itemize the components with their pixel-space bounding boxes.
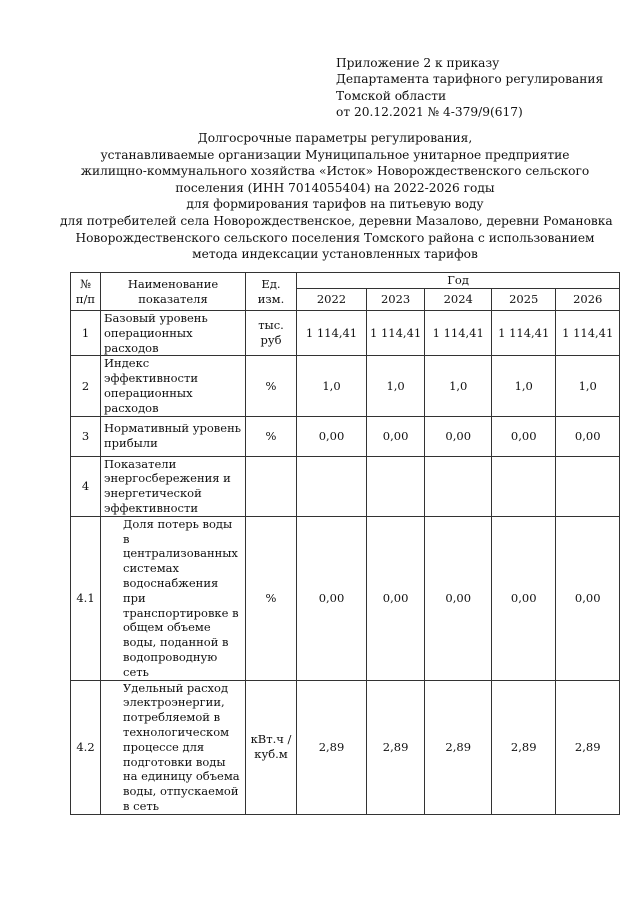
header-name: Наименование показателя [101,273,246,311]
title-line: для потребителей села Новорождественское, деревни Мазалово, деревни Романовка [60,213,613,228]
header-year: 2025 [492,289,556,311]
appendix-reference [336,55,603,121]
row-value: 0,00 [425,416,492,456]
appendix-line: Приложение 2 к приказу [336,56,500,70]
row-name: Показатели энергосбережения и энергетической эффективности [101,456,246,516]
table-row [71,356,620,416]
row-value: 1,0 [556,356,620,416]
appendix-line: Томской области [336,88,447,103]
row-value: 0,00 [556,516,620,680]
title-line: метода индексации установленных тарифов [192,247,478,262]
row-value: 1,0 [425,356,492,416]
row-value: 0,00 [425,516,492,680]
row-value [367,456,425,516]
row-value: 0,00 [367,516,425,680]
table-row [71,456,620,516]
header-num: № п/п [71,273,101,311]
title-line: Новорождественского сельского поселения Томского района с использованием [75,230,595,245]
row-value: 1 114,41 [556,311,620,356]
document-title [60,130,613,263]
header-year: 2024 [425,289,492,311]
row-name: Индекс эффективности операционных расходов [101,356,246,416]
row-num: 4 [71,456,101,516]
row-value [492,456,556,516]
row-value: 2,89 [492,680,556,814]
row-unit: % [246,516,297,680]
table-row [71,680,620,814]
header-unit: Ед. изм. [246,273,297,311]
row-num: 4.1 [71,516,101,680]
row-value: 1 114,41 [425,311,492,356]
row-value [556,456,620,516]
row-value: 2,89 [367,680,425,814]
row-value: 1,0 [367,356,425,416]
table-row [71,516,620,680]
row-num: 2 [71,356,101,416]
title-line: для формирования тарифов на питьевую воду [186,197,484,212]
row-unit: % [246,416,297,456]
row-name: Доля потерь воды в централизованных системах водоснабжения при транспортировке в общем объеме воды, поданной в водопроводную сеть [101,516,246,680]
row-unit: % [246,356,297,416]
row-name: Базовый уровень операционных расходов [101,311,246,356]
appendix-line: от 20.12.2021 № 4-379/9(617) [336,105,523,120]
row-value: 1 114,41 [367,311,425,356]
row-value: 1 114,41 [492,311,556,356]
appendix-line: Департамента тарифного регулирования [336,72,604,87]
row-unit [246,456,297,516]
header-year: 2022 [297,289,367,311]
row-value: 0,00 [556,416,620,456]
row-value: 0,00 [367,416,425,456]
table-row [71,311,620,356]
row-value: 2,89 [425,680,492,814]
row-name: Удельный расход электроэнергии, потребляемой в технологическом процессе для подготовки воды на единицу объема воды, отпускаемой в сеть [101,680,246,814]
row-value: 1 114,41 [297,311,367,356]
parameters-table [70,272,620,815]
row-value: 2,89 [556,680,620,814]
header-year: 2026 [556,289,620,311]
row-value [425,456,492,516]
title-line: Долгосрочные параметры регулирования, [197,131,473,145]
row-unit: тыс. руб [246,311,297,356]
row-value: 2,89 [297,680,367,814]
row-value: 0,00 [492,516,556,680]
row-num: 3 [71,416,101,456]
table-header-row [71,273,620,289]
row-value [297,456,367,516]
row-num: 1 [71,311,101,356]
row-name: Нормативный уровень прибыли [101,416,246,456]
table-row [71,416,620,456]
row-num: 4.2 [71,680,101,814]
row-unit: кВт.ч / куб.м [246,680,297,814]
row-value: 0,00 [492,416,556,456]
header-year: 2023 [367,289,425,311]
title-line: жилищно-коммунального хозяйства «Исток» Новорождественского сельского [80,164,590,179]
header-year-group: Год [297,273,620,289]
row-value: 1,0 [492,356,556,416]
row-value: 0,00 [297,416,367,456]
row-value: 0,00 [297,516,367,680]
title-line: устанавливаемые организации Муниципальное унитарное предприятие [100,147,570,162]
row-value: 1,0 [297,356,367,416]
title-line: поселения (ИНН 7014055404) на 2022-2026 годы [175,180,495,195]
